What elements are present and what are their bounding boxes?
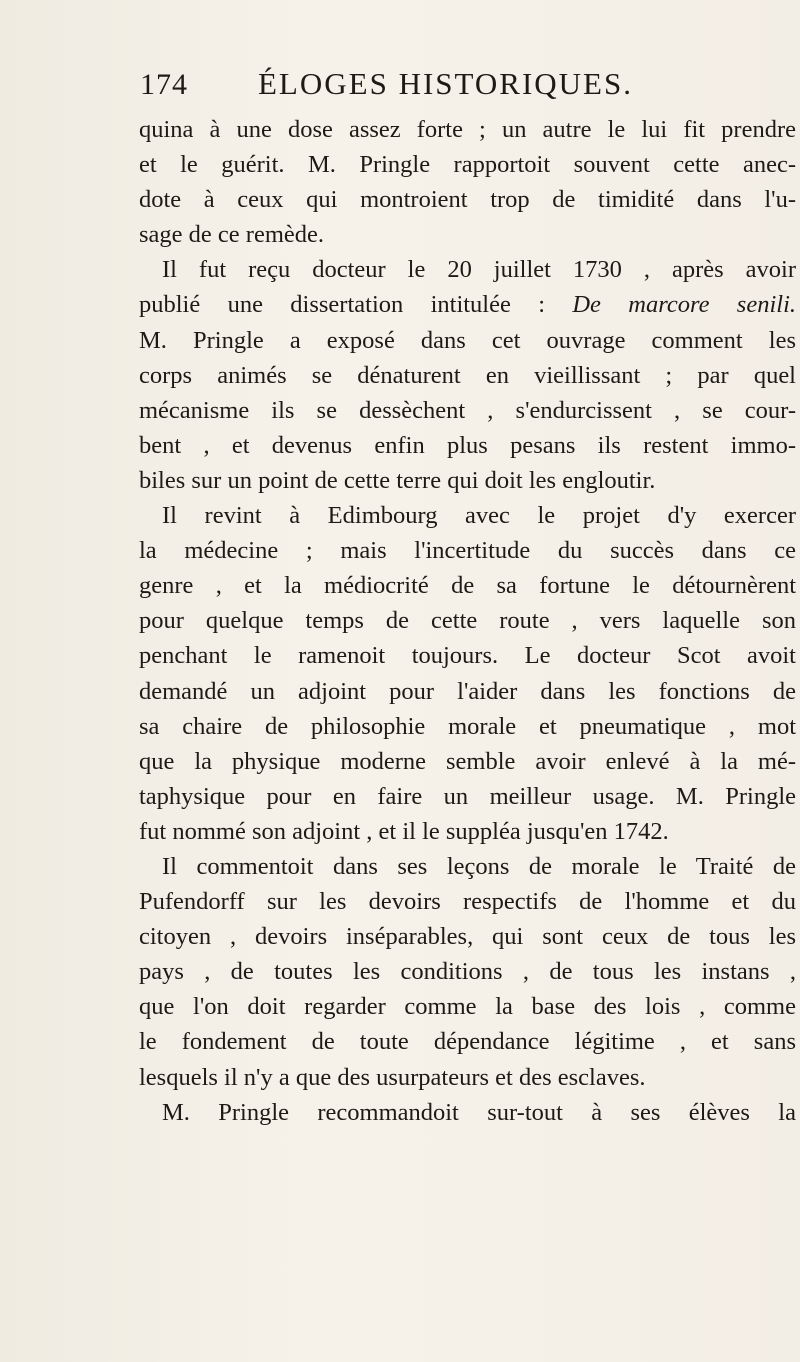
text-line: biles sur un point de cette terre qui doit les engloutir. (139, 466, 656, 494)
text-line (139, 287, 796, 322)
text-line: bent , et devenus enfin plus pesans ils restent immo- (139, 431, 796, 459)
text-line: fut nommé son adjoint , et il le suppléa jusqu'en 1742. (139, 817, 669, 845)
text-line: pays , de toutes les conditions , de tous les instans , (139, 958, 796, 986)
text-line: Il commentoit dans ses leçons de morale le Traité de (162, 852, 796, 880)
text-line: taphysique pour en faire un meilleur usage. M. Pringle (139, 782, 796, 810)
running-head: ÉLOGES HISTORIQUES. (258, 66, 633, 101)
text-line: et le guérit. M. Pringle rapportoit souvent cette anec- (139, 151, 796, 179)
text-line: Il revint à Edimbourg avec le projet d'y exercer (162, 502, 796, 530)
text-line: sage de ce remède. (139, 221, 324, 249)
text-line: que la physique moderne semble avoir enlevé à la mé- (139, 747, 796, 775)
text-line: dote à ceux qui montroient trop de timidité dans l'u- (139, 186, 796, 214)
text-line: le fondement de toute dépendance légitime , et sans (139, 1028, 796, 1056)
text-line: pour quelque temps de cette route , vers laquelle son (139, 607, 796, 635)
text-line: genre , et la médiocrité de sa fortune le détournèrent (139, 572, 796, 600)
text-line: quina à une dose assez forte ; un autre le lui fit prendre (139, 116, 796, 143)
text-line: mécanisme ils se dessèchent , s'endurcissent , se cour- (139, 396, 796, 424)
text-line: M. Pringle a exposé dans cet ouvrage comment les (139, 326, 796, 354)
text-line: Il fut reçu docteur le 20 juillet 1730 , après avoir (162, 256, 796, 284)
body-text (139, 112, 796, 1130)
text-line: lesquels il n'y a que des usurpateurs et des esclaves. (139, 1063, 646, 1091)
text-line: penchant le ramenoit toujours. Le docteur Scot avoit (139, 642, 796, 670)
text-line: citoyen , devoirs inséparables, qui sont ceux de tous les (139, 923, 796, 951)
text-line-roman: publié une dissertation intitulée : (139, 291, 546, 319)
text-line: que l'on doit regarder comme la base des lois , comme (139, 993, 796, 1021)
text-line: sa chaire de philosophie morale et pneumatique , mot (139, 712, 796, 740)
page-number: 174 (140, 68, 188, 101)
text-line: la médecine ; mais l'incertitude du succès dans ce (139, 537, 796, 565)
text-line: M. Pringle recommandoit sur-tout à ses élèves la (162, 1098, 796, 1126)
text-line: corps animés se dénaturent en vieillissant ; par quel (139, 361, 796, 389)
dissertation-title: De marcore senili. (572, 291, 797, 319)
text-line: demandé un adjoint pour l'aider dans les fonctions de (139, 677, 796, 705)
page-header (140, 66, 700, 110)
text-line: Pufendorff sur les devoirs respectifs de l'homme et du (139, 888, 796, 916)
